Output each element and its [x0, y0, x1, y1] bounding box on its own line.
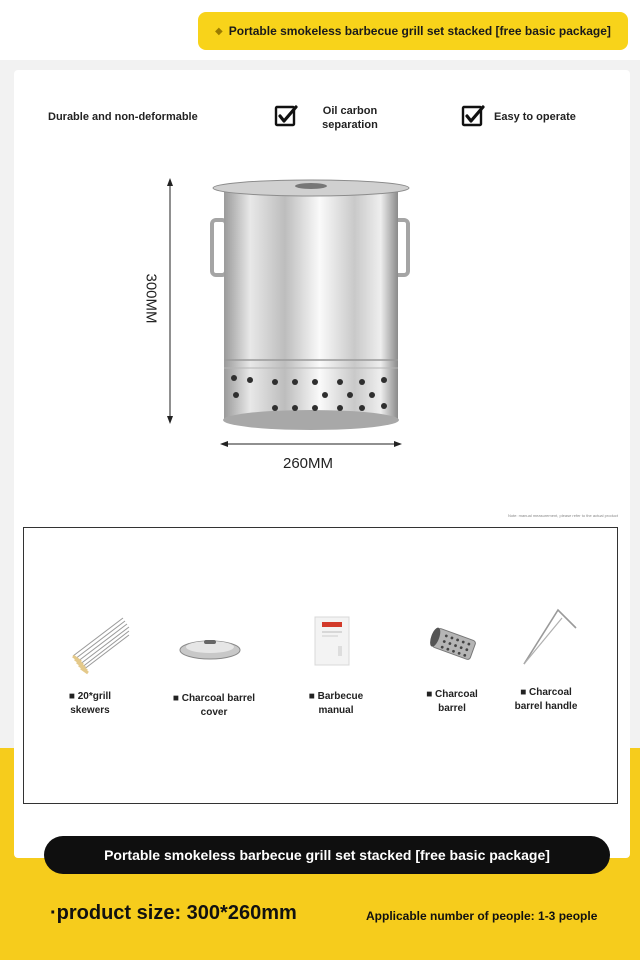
package-label-cover-line2: cover [200, 707, 228, 718]
package-item-handle [518, 606, 582, 673]
package-label-manual-line2: manual [318, 705, 354, 716]
width-dimension-label: 260MM [283, 455, 334, 472]
measurement-note: Note: manual measurement, please refer to the actual product [507, 513, 618, 518]
package-item-barrel [428, 624, 480, 669]
lid-icon [178, 630, 242, 664]
package-label-barrel-line2: barrel [438, 703, 466, 714]
height-dimension-label: 300MM [142, 273, 160, 324]
manual-icon [314, 616, 350, 666]
feature-durable: Durable and non-deformable [48, 111, 198, 123]
package-label-cover [168, 692, 260, 720]
checkbox-icon [461, 104, 485, 128]
package-item-manual [314, 616, 350, 671]
skewers-icon [63, 612, 133, 676]
bottom-title-pill [44, 836, 610, 874]
package-label-skewers-line2: skewers [70, 705, 110, 716]
checkbox-icon [274, 104, 298, 128]
top-banner [198, 12, 628, 50]
barrel-icon [428, 624, 480, 664]
package-item-cover [178, 630, 242, 669]
package-label-manual-line1: ■ Barbecue [308, 691, 364, 702]
feature-row [0, 100, 640, 140]
handle-icon [518, 606, 582, 668]
product-image [140, 170, 440, 480]
feature-oil-carbon-line2: separation [322, 119, 378, 131]
package-label-skewers [58, 690, 122, 718]
package-label-handle-line1: ■ Charcoal [520, 687, 572, 698]
package-label-handle-line2: barrel handle [514, 701, 578, 712]
package-label-handle [508, 686, 584, 714]
grill-barrel-illustration [140, 170, 440, 480]
bottom-title-text: Portable smokeless barbecue grill set stacked [free basic package] [104, 847, 550, 863]
feature-easy: Easy to operate [494, 111, 576, 123]
package-label-manual [300, 690, 372, 718]
package-label-barrel [420, 688, 484, 716]
package-label-barrel-line1: ■ Charcoal [426, 689, 478, 700]
product-size-text: ·product size: 300*260mm [50, 902, 297, 924]
feature-oil-carbon [310, 104, 390, 132]
top-banner-text: Portable smokeless barbecue grill set stacked [free basic package] [228, 24, 611, 38]
diamond-icon: ◆ [215, 25, 223, 37]
package-label-skewers-line1: ■ 20*grill [68, 691, 112, 702]
package-item-skewers [58, 612, 138, 681]
feature-oil-carbon-line1: Oil carbon [322, 105, 378, 117]
people-count-text: Applicable number of people: 1-3 people [366, 909, 598, 923]
package-label-cover-line1: ■ Charcoal barrel [172, 693, 256, 704]
